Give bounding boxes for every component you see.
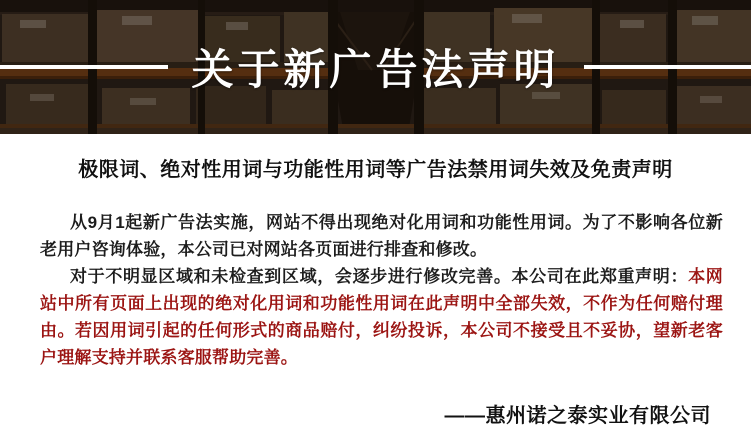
statement-heading: 极限词、绝对性用词与功能性用词等广告法禁用词失效及免责声明 — [78, 159, 673, 181]
statement-body — [0, 134, 751, 428]
banner — [0, 0, 751, 134]
paragraph-disclaimer — [40, 263, 723, 371]
paragraph-disclaimer-intro: 对于不明显区域和未检查到区域，会逐步进行修改完善。本公司在此郑重声明： — [70, 267, 689, 286]
paragraph-disclaimer-red-text: 本网站中所有页面上出现的绝对化用词和功能性用词在此声明中全部失效，不作为任何赔付理由。若因用词引起的任何形式的商品赔付，纠纷投诉，本公司不接受且不妥协，望新老客户理解支持并联系客服帮助完善。 — [40, 267, 724, 367]
title-right-rule — [584, 65, 751, 69]
banner-title-row — [0, 0, 751, 134]
company-signature: ——惠州诺之泰实业有限公司 — [444, 405, 711, 427]
title-left-rule — [0, 65, 168, 69]
paragraph-implementation: 从9月1起新广告法实施，网站不得出现绝对化用词和功能性用词。为了不影响各位新老用户咨询体验，本公司已对网站各页面进行排查和修改。 — [40, 213, 723, 259]
banner-title: 关于新广告法声明 — [191, 46, 560, 93]
